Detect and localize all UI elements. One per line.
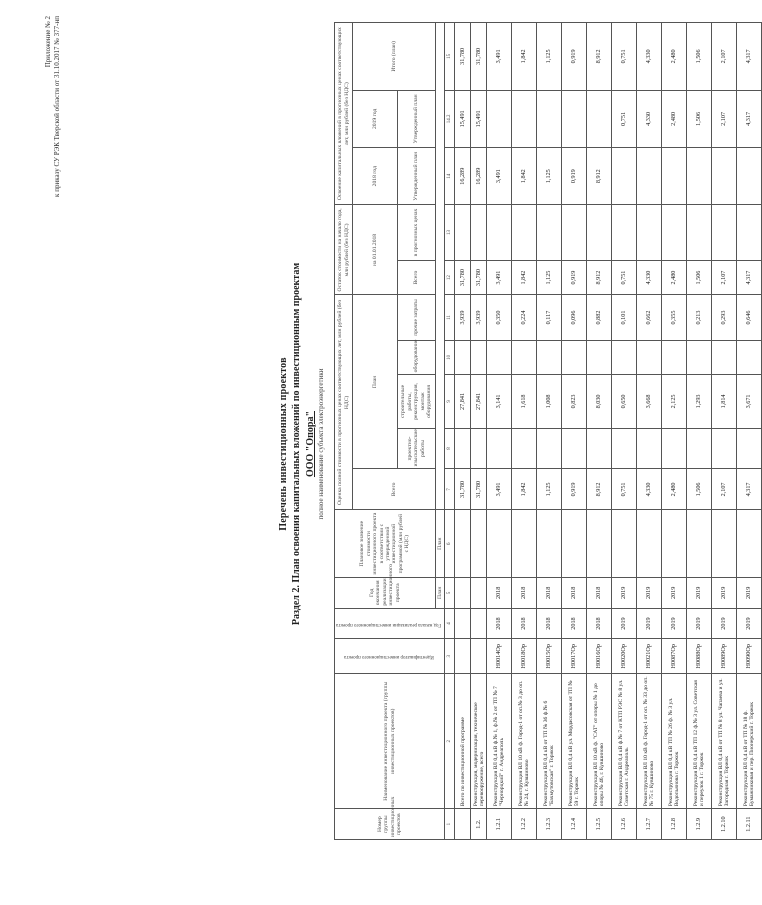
cell-eq [471,340,487,375]
cell-itog: 8,912 [587,23,612,91]
cell-cost [612,510,637,578]
header-plan-group: План [353,295,398,469]
cell-y1: 2019 [687,608,712,639]
cell-itog: 31,780 [455,23,471,91]
cell-y2019: 0,751 [612,90,637,147]
cell-id: H0090Op [737,639,762,674]
cell-y2: 2018 [512,577,537,608]
table-row [487,23,512,840]
cell-name: Реконструкция ВЛ 10 кВ ф. Город-1 от оп. № 33 до оп. № 75 г. Кувшиново [637,674,662,809]
header-equipment: оборудование [398,340,436,375]
cell-itog: 1,842 [512,23,537,91]
cell-total: 1,506 [687,469,712,510]
header-year-2019: 2019 год [353,90,398,147]
cell-cost [487,510,512,578]
cell-smr: 27,841 [471,375,487,428]
header-plan-2018: Утвержденный план [398,148,436,205]
cell-name: Реконструкция ВЛ 0,4 кВ ф.№ 1, ф.№ 2 от ТП № 7 "Чернорцкий" г. Андреаполь [487,674,512,809]
table-row [662,23,687,840]
column-index-cell: 14.2 [445,90,455,147]
header-pir: проектно-изыскательские работы [398,428,436,469]
investment-table [334,22,762,840]
column-index-cell: 14 [445,148,455,205]
table-row [562,23,587,840]
cell-pir [737,428,762,469]
cell-rem: 1,506 [687,260,712,295]
cell-rem: 4,317 [737,260,762,295]
cell-cost [562,510,587,578]
header-number: Номер группы инвестиционных проектов [335,809,445,840]
cell-other: 0,882 [587,295,612,340]
cell-name: Реконструкция ВЛ 10 кВ ф. "САТ" от опоры № 1 до опоры № 46, г. Кувшиново [587,674,612,809]
cell-rem-forecast [662,205,687,260]
company-name: ООО "Опора" [305,410,316,478]
document-page [16,4,756,884]
header-plan-5: План [436,577,445,608]
header-total: Всего [353,469,436,510]
cell-rem-forecast [562,205,587,260]
cell-itog: 2,480 [662,23,687,91]
cell-num: 1.2.4 [562,809,587,840]
cell-y2018: 3,491 [487,148,512,205]
header-other: прочие затраты [398,295,436,340]
header-total-plan: Итого (план) [353,23,436,91]
header-id: Идентификатор инвестиционного проекта [335,639,445,674]
cell-y2019 [487,90,512,147]
cell-rem: 0,751 [612,260,637,295]
column-index-cell: 7 [445,469,455,510]
cell-id: H0014Op [487,639,512,674]
cell-eq [687,340,712,375]
cell-eq [562,340,587,375]
column-index-cell: 6 [445,510,455,578]
cell-itog: 1,125 [537,23,562,91]
cell-other: 0,355 [662,295,687,340]
cell-rem-forecast [737,205,762,260]
cell-eq [737,340,762,375]
document-title: Перечень инвестиционных проектов [278,357,289,531]
cell-y2018 [712,148,737,205]
cell-other: 0,096 [562,295,587,340]
cell-other: 3,939 [471,295,487,340]
cell-name: Реконструкция ВЛ 0,4 кВ ТП № 26 ф. № 3 ул. Водопьянова г. Торжок [662,674,687,809]
cell-rem: 1,125 [537,260,562,295]
cell-y2 [471,577,487,608]
cell-rem: 2,480 [662,260,687,295]
cell-smr: 1,008 [537,375,562,428]
cell-other: 3,939 [455,295,471,340]
cell-id: H0021Op [637,639,662,674]
cell-itog: 0,919 [562,23,587,91]
cell-name: Реконструкция ВЛ 0,4 кВ ТП 12 ф.№ 3 ул. Советская и переулок 1 г. Торжок [687,674,712,809]
header-plan-2019: Утвержденный план [398,90,436,147]
cell-cost [587,510,612,578]
cell-total: 8,912 [587,469,612,510]
cell-y2019: 4,317 [737,90,762,147]
cell-y1: 2018 [487,608,512,639]
header-spacer [436,23,445,510]
cell-id [471,639,487,674]
cell-total: 2,107 [712,469,737,510]
header-plan-6: План [436,510,445,578]
cell-num: 1.2.9 [687,809,712,840]
cell-rem-forecast [687,205,712,260]
cell-cost [662,510,687,578]
cell-rem-forecast [712,205,737,260]
cell-smr: 1,618 [512,375,537,428]
table-row [712,23,737,840]
cell-name: Реконструкция ВЛ 0,4 кВ ф.№ 7 от КТП РЭС № 8 ул. Советская г. Андреаполь [612,674,637,809]
column-index-cell: 1 [445,809,455,840]
cell-y2: 2019 [612,577,637,608]
cell-id: H0018Op [512,639,537,674]
cell-itog: 4,317 [737,23,762,91]
cell-pir [562,428,587,469]
cell-y1: 2019 [662,608,687,639]
cell-smr: 1,293 [687,375,712,428]
cell-eq [662,340,687,375]
header-year-2018: 2018 год [353,148,398,205]
column-index-cell: 2 [445,674,455,809]
cell-rem-forecast [637,205,662,260]
cell-eq [487,340,512,375]
column-index-cell: 12 [445,260,455,295]
cell-y2: 2018 [587,577,612,608]
cell-other: 0,646 [737,295,762,340]
header-remaining-forecast: в прогнозных ценах [398,205,436,260]
cell-y1: 2018 [562,608,587,639]
cell-name: Реконструкция ВЛ 10 кВ ф. Город-1 от оп.№ 3 до оп.№ 24, г. Кувшиново [512,674,537,809]
cell-y2019: 4,330 [637,90,662,147]
cell-rem: 31,780 [455,260,471,295]
cell-rem-forecast [455,205,471,260]
cell-smr: 1,814 [712,375,737,428]
cell-smr: 0,650 [612,375,637,428]
cell-y2018 [737,148,762,205]
cell-cost [455,510,471,578]
cell-y2018 [662,148,687,205]
table-row [587,23,612,840]
table-row [637,23,662,840]
cell-itog: 3,491 [487,23,512,91]
cell-y2018 [612,148,637,205]
cell-id [455,639,471,674]
cell-other: 0,662 [637,295,662,340]
cell-total: 4,330 [637,469,662,510]
cell-eq [537,340,562,375]
cell-y2019 [587,90,612,147]
cell-eq [512,340,537,375]
header-smr: строительные работы, реконструкция, монтаж оборудования [398,375,436,428]
header-remaining-date: на 01.01.2018 [353,205,398,295]
cell-name: Реконструкция ВЛ 0,4 кВ от ТП № 18 ф. Бумажниковая и пер. Пионерский г. Торжок [737,674,762,809]
cell-rem: 8,912 [587,260,612,295]
cell-other: 0,117 [537,295,562,340]
table-row [537,23,562,840]
cell-other: 0,293 [712,295,737,340]
cell-y2019 [537,90,562,147]
cell-other: 0,101 [612,295,637,340]
cell-y2019: 1,506 [687,90,712,147]
cell-total: 3,491 [487,469,512,510]
table-row [455,23,471,840]
appendix-line-2: к приказу СУ РЭК Тверской области от 31.10.2017 № 377-нп [53,16,61,197]
cell-other: 0,213 [687,295,712,340]
cell-y2: 2019 [737,577,762,608]
cell-y2018: 1,842 [512,148,537,205]
appendix-line-1: Приложение № 2 [44,16,52,68]
cell-total: 31,780 [455,469,471,510]
cell-smr: 2,125 [662,375,687,428]
cell-y1: 2018 [537,608,562,639]
cell-cost [687,510,712,578]
column-index-cell: 13 [445,205,455,260]
cell-rem: 2,107 [712,260,737,295]
cell-name: Реконструкция ВЛ 0,4 кВ ул. Мордасовская от ТП № 59 г. Торжок [562,674,587,809]
header-schedule: Освоение капитальных вложений в прогнозных ценах соответствующих лет, млн рублей (без НДС) [335,23,353,205]
cell-name: Всего по инвестиционной программе [455,674,471,809]
cell-pir [512,428,537,469]
cell-y1: 2018 [512,608,537,639]
cell-pir [712,428,737,469]
cell-other: 0,350 [487,295,512,340]
cell-id: H0015Op [537,639,562,674]
cell-y1 [471,608,487,639]
table-row [737,23,762,840]
header-remaining: Остаток стоимости на начало года, млн рублей (без НДС) [335,205,353,295]
table-row [687,23,712,840]
cell-total: 4,317 [737,469,762,510]
header-start-year: Год начала реализации инвестиционного проекта [335,608,445,639]
company-caption: полное наименование субъекта электроэнергетики [317,368,325,520]
cell-num: 1.2.3 [537,809,562,840]
cell-smr: 27,841 [455,375,471,428]
cell-y2018 [687,148,712,205]
column-index-cell: 11 [445,295,455,340]
column-index-cell: 10 [445,340,455,375]
cell-y1: 2019 [737,608,762,639]
column-index-cell: 5 [445,577,455,608]
cell-id: H0088Op [687,639,712,674]
header-assessment: Оценка полной стоимости в прогнозных ценах соответствующих лет, млн рублей (без НДС) [335,295,353,510]
cell-cost [512,510,537,578]
cell-y2: 2018 [562,577,587,608]
cell-pir [587,428,612,469]
cell-eq [455,340,471,375]
cell-num [455,809,471,840]
cell-y2: 2019 [662,577,687,608]
cell-num: 1.2. [471,809,487,840]
cell-other: 0,224 [512,295,537,340]
cell-rem: 0,919 [562,260,587,295]
cell-y2018: 16,289 [455,148,471,205]
cell-rem-forecast [612,205,637,260]
cell-smr: 3,141 [487,375,512,428]
cell-smr: 3,671 [737,375,762,428]
cell-y2019: 2,107 [712,90,737,147]
cell-total: 2,480 [662,469,687,510]
column-index-cell: 4 [445,608,455,639]
header-remaining-total: Всего [398,260,436,295]
header-plan-cost: Плановое значение стоимости инвестиционного проекта в соответствии с утвержденной инвестиционной программой (млн рублей с НДС) [335,510,436,578]
cell-y2019: 15,491 [455,90,471,147]
cell-y2: 2019 [712,577,737,608]
cell-id: H0087Op [662,639,687,674]
cell-y2019 [562,90,587,147]
cell-cost [471,510,487,578]
cell-y1: 2019 [637,608,662,639]
cell-pir [537,428,562,469]
cell-y2018: 1,125 [537,148,562,205]
column-index-cell: 9 [445,375,455,428]
cell-rem: 3,491 [487,260,512,295]
column-index-cell: 3 [445,639,455,674]
cell-num: 1.2.11 [737,809,762,840]
cell-y1 [455,608,471,639]
cell-eq [587,340,612,375]
cell-num: 1.2.2 [512,809,537,840]
cell-eq [612,340,637,375]
cell-id: H0017Op [562,639,587,674]
cell-rem-forecast [487,205,512,260]
cell-itog: 1,506 [687,23,712,91]
cell-pir [637,428,662,469]
cell-y1: 2018 [587,608,612,639]
cell-pir [612,428,637,469]
cell-id: H0089Op [712,639,737,674]
cell-total: 1,125 [537,469,562,510]
cell-rem-forecast [587,205,612,260]
cell-rem-forecast [537,205,562,260]
cell-itog: 2,107 [712,23,737,91]
table-body [455,23,762,840]
cell-y2018: 16,289 [471,148,487,205]
cell-pir [687,428,712,469]
cell-y2018: 8,912 [587,148,612,205]
cell-id: H0020Op [612,639,637,674]
cell-itog: 4,330 [637,23,662,91]
cell-rem-forecast [512,205,537,260]
cell-smr: 8,030 [587,375,612,428]
column-index-cell: 8 [445,428,455,469]
cell-rem: 31,780 [471,260,487,295]
section-title: Раздел 2. План освоения капитальных вложений по инвестиционным проектам [291,262,302,626]
cell-y2018 [637,148,662,205]
header-name: Наименование инвестиционного проекта (группы инвестиционных проектов) [335,674,445,809]
appendix-note [44,16,62,216]
cell-total: 1,842 [512,469,537,510]
table-row [512,23,537,840]
cell-y2: 2019 [637,577,662,608]
cell-eq [712,340,737,375]
title-block [278,44,325,844]
cell-y2019 [512,90,537,147]
cell-name: Реконструкция ВЛ 0,4 кВ от ТП № 36 ф.№ 6 "Бахмутовская" г. Торжок [537,674,562,809]
cell-total: 31,780 [471,469,487,510]
cell-y1: 2019 [712,608,737,639]
cell-y1: 2019 [612,608,637,639]
cell-rem: 1,842 [512,260,537,295]
table-row [471,23,487,840]
cell-eq [637,340,662,375]
column-index-cell: 15 [445,23,455,91]
cell-y2: 2018 [537,577,562,608]
cell-pir [471,428,487,469]
cell-name: Реконструкция ВЛ 0,4 кВ от ТП № 8 ул. Чапаева и ул. Загородная г. Торжок [712,674,737,809]
cell-num: 1.2.10 [712,809,737,840]
cell-total: 0,751 [612,469,637,510]
cell-cost [712,510,737,578]
cell-rem-forecast [471,205,487,260]
cell-pir [662,428,687,469]
column-index-row [445,23,455,840]
cell-y2 [455,577,471,608]
cell-rem: 4,330 [637,260,662,295]
cell-y2019: 2,480 [662,90,687,147]
cell-num: 1.2.5 [587,809,612,840]
cell-num: 1.2.6 [612,809,637,840]
cell-y2018: 0,919 [562,148,587,205]
cell-cost [637,510,662,578]
cell-smr: 3,668 [637,375,662,428]
cell-cost [537,510,562,578]
table-row [612,23,637,840]
cell-pir [487,428,512,469]
cell-total: 0,919 [562,469,587,510]
cell-num: 1.2.1 [487,809,512,840]
cell-y2019: 15,491 [471,90,487,147]
cell-num: 1.2.7 [637,809,662,840]
cell-num: 1.2.8 [662,809,687,840]
cell-itog: 0,751 [612,23,637,91]
cell-smr: 0,823 [562,375,587,428]
cell-pir [455,428,471,469]
cell-name: Реконструкция, модернизация, техническое перевооружение, всего [471,674,487,809]
cell-cost [737,510,762,578]
cell-id: H0016Op [587,639,612,674]
cell-y2: 2019 [687,577,712,608]
header-end-year: Год окончания реализации инвестиционного проекта [335,577,436,608]
cell-y2: 2018 [487,577,512,608]
cell-itog: 31,780 [471,23,487,91]
